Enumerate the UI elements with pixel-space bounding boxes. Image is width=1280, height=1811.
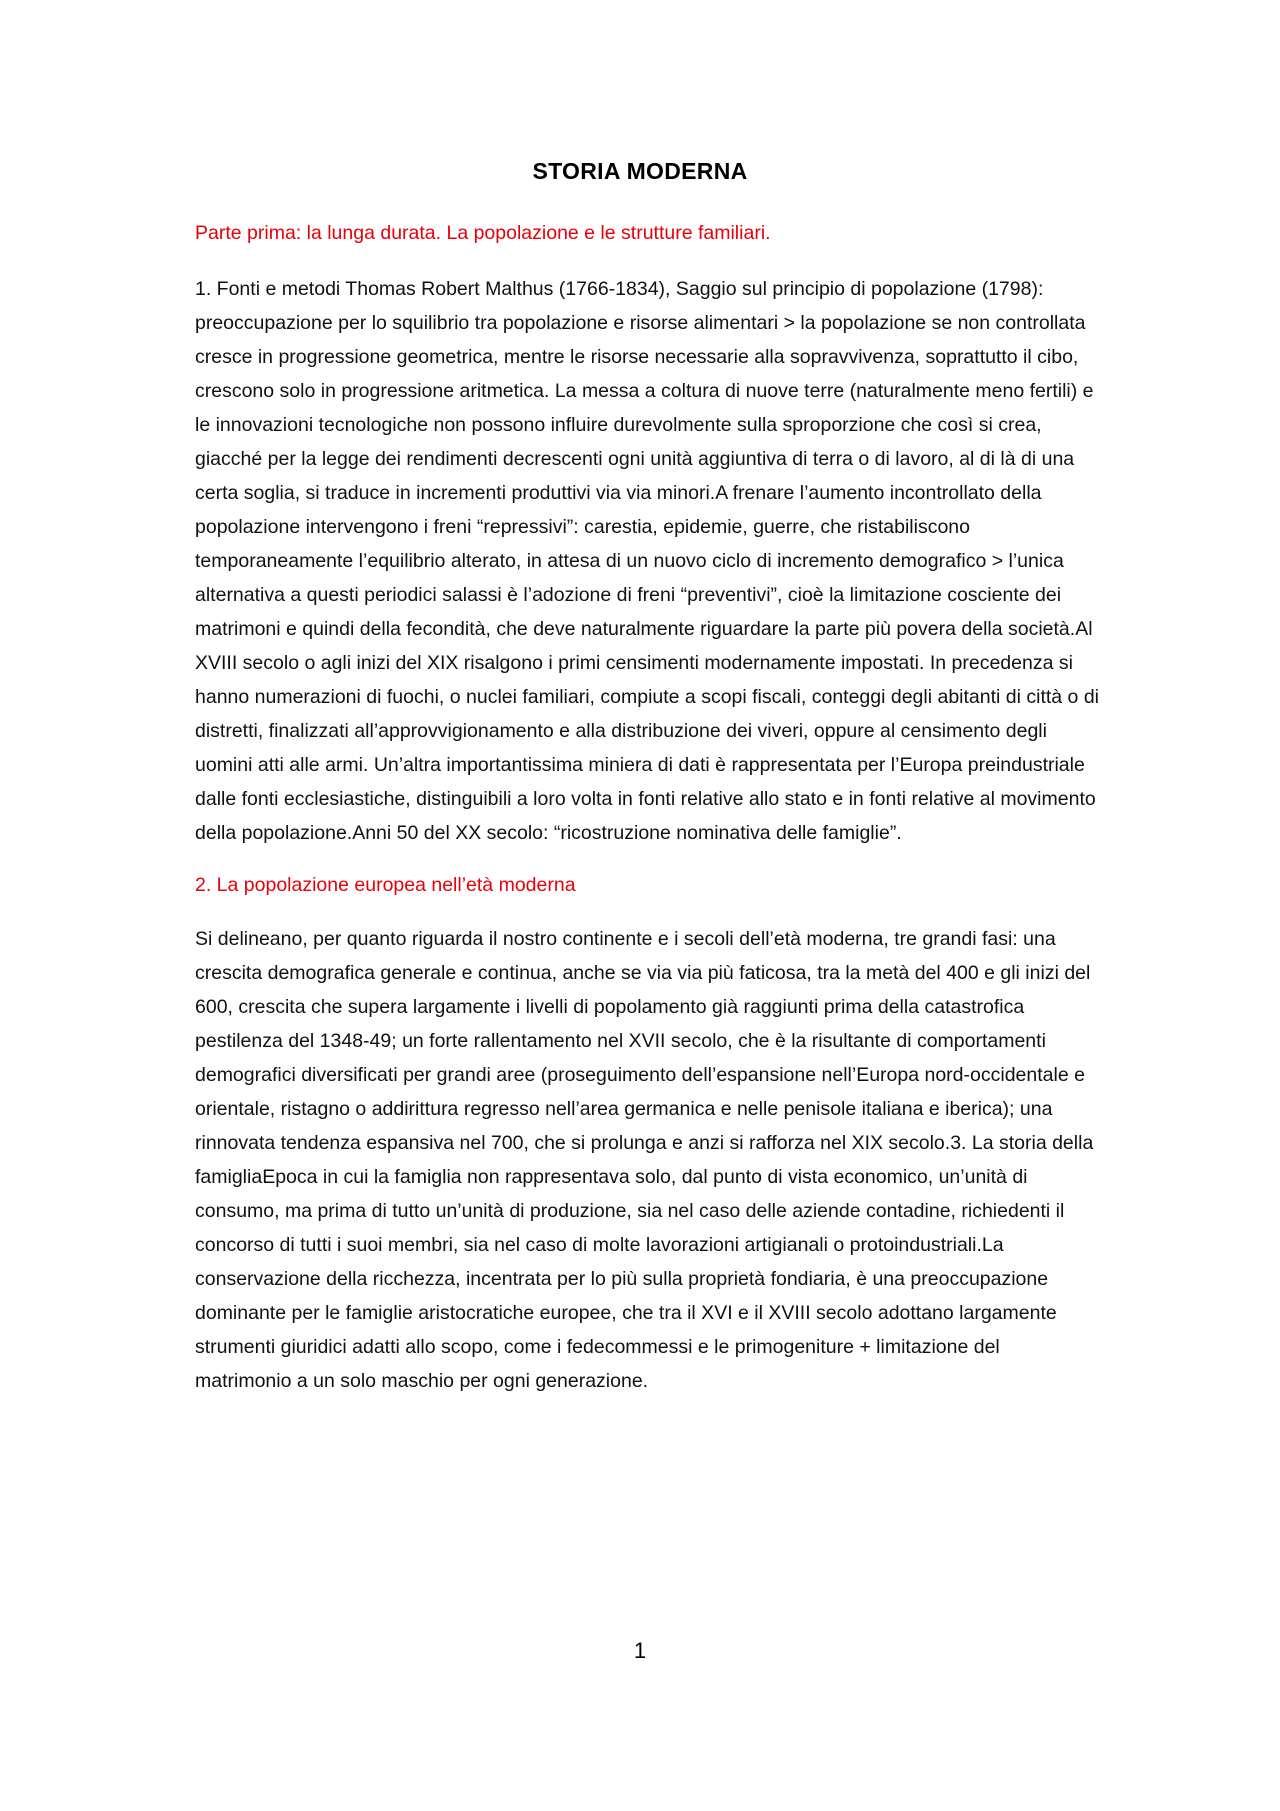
page-number: 1 (633, 1638, 647, 1663)
section-heading-european-population: 2. La popolazione europea nell’età moderna (195, 874, 576, 896)
document-body (195, 216, 1100, 1398)
paragraph-sources-methods: 1. Fonti e metodi Thomas Robert Malthus (1766-1834), Saggio sul principio di popolazione (1798): preoccupazione per lo squilibrio tra popolazione e risorse alimentari > la popolazione se non controllata cresce in progressione geometrica, mentre le risorse necessarie alla sopravvivenza, soprattutto il cibo, crescono solo in progressione aritmetica. La messa a coltura di nuove terre (naturalmente meno fertili) e le innovazioni tecnologiche non possono influire durevolmente sulla sproporzione che così si crea, giacché per la legge dei rendimenti decrescenti ogni unità aggiuntiva di terra o di lavoro, al di là di una certa soglia, si traduce in incrementi produttivi via via minori.A frenare l’aumento incontrollato della popolazione intervengono i freni “repressivi”: carestia, epidemie, guerre, che ristabiliscono temporaneamente l’equilibrio alterato, in attesa di un nuovo ciclo di incremento demografico > l’unica alternativa a questi periodici salassi è l’adozione di freni “preventivi”, cioè la limitazione cosciente dei matrimoni e quindi della fecondità, che deve naturalmente riguardare la parte più povera della società.Al XVIII secolo o agli inizi del XIX risalgono i primi censimenti modernamente impostati. In precedenza si hanno numerazioni di fuochi, o nuclei familiari, compiute a scopi fiscali, conteggi degli abitanti di città o di distretti, finalizzati all’approvvigionamento e alla distribuzione dei viveri, oppure al censimento degli uomini atti alle armi. Un’altra importantissima miniera di dati è rappresentata per l’Europa preindustriale dalle fonti ecclesiastiche, distinguibili a loro volta in fonti relative allo stato e in fonti relative al movimento della popolazione.Anni 50 del XX secolo: “ricostruzione nominativa delle famiglie”. (195, 278, 1099, 844)
section-heading-part-one: Parte prima: la lunga durata. La popolazione e le strutture familiari. (195, 222, 771, 244)
document-title: STORIA MODERNA (532, 158, 748, 184)
paragraph-european-population: Si delineano, per quanto riguarda il nostro continente e i secoli dell’età moderna, tre grandi fasi: una crescita demografica generale e continua, anche se via via più faticosa, tra la metà del 400 e gli inizi del 600, crescita che supera largamente i livelli di popolamento già raggiunti prima della catastrofica pestilenza del 1348-49; un forte rallentamento nel XVII secolo, che è la risultante di comportamenti demografici diversificati per grandi aree (proseguimento dell’espansione nell’Europa nord-occidentale e orientale, ristagno o addirittura regresso nell’area germanica e nelle penisole italiana e iberica); una rinnovata tendenza espansiva nel 700, che si prolunga e anzi si rafforza nel XIX secolo.3. La storia della famigliaEpoca in cui la famiglia non rappresentava solo, dal punto di vista economico, un’unità di consumo, ma prima di tutto un’unità di produzione, sia nel caso delle aziende contadine, richiedenti il concorso di tutti i suoi membri, sia nel caso di molte lavorazioni artigianali o protoindustriali.La conservazione della ricchezza, incentrata per lo più sulla proprietà fondiaria, è una preoccupazione dominante per le famiglie aristocratiche europee, che tra il XVI e il XVIII secolo adottano largamente strumenti giuridici adatti allo scopo, come i fedecommessi e le primogeniture + limitazione del matrimonio a un solo maschio per ogni generazione. (195, 928, 1094, 1392)
